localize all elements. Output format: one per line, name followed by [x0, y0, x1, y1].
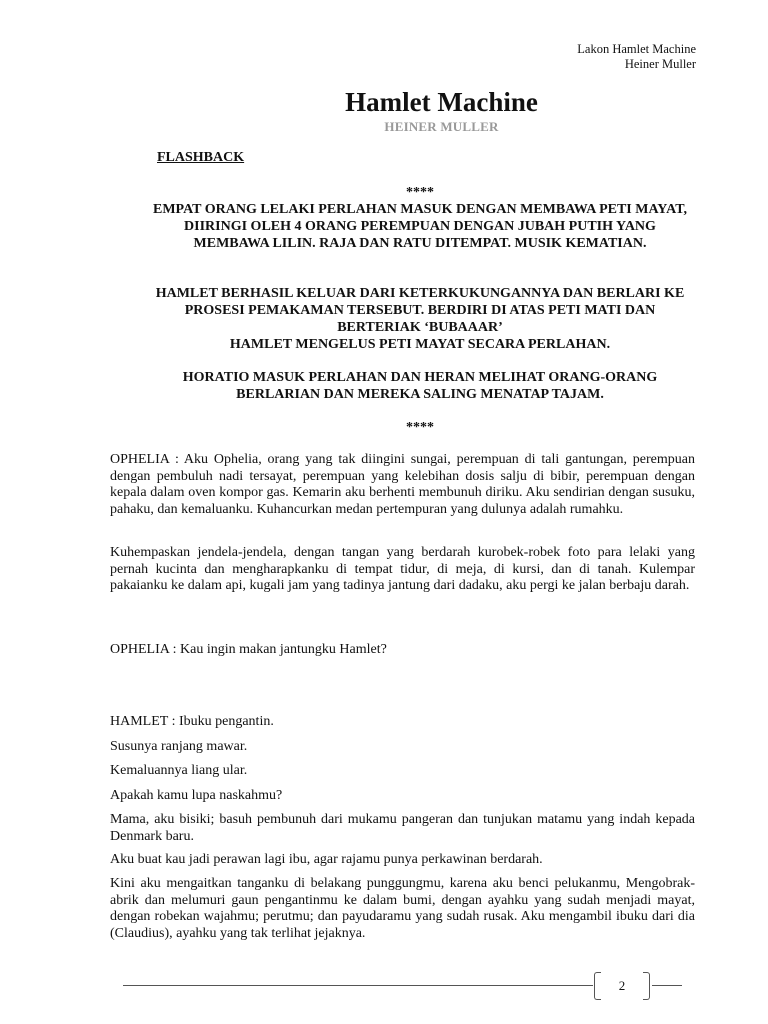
header-play-title: Lakon Hamlet Machine: [577, 42, 696, 56]
footer-rule-left: [123, 985, 593, 986]
hamlet-para-7: Kini aku mengaitkan tanganku di belakang punggungmu, karena aku benci pelukanmu, Mengobrak-abrik dan melumuri gaun pengantinmu ke dalam bumi, dengan ayahku yang sudah menjadi mayat, dengan robekan wajahmu; perutmu; dan payudaramu yang sudah rusak. Aku mengambil ibuku dari dia (Claudius), ayahku yang tak terlihat jejaknya.: [110, 876, 695, 941]
stars-divider-bottom: ****: [406, 420, 434, 435]
ophelia-monologue-2: Kuhempaskan jendela-jendela, dengan tangan yang berdarah kurobek-robek foto para lelaki yang pernah kucinta dan mengharapkanku di tempat tidur, di meja, di kursi, dan di tanah. Kulempar pakaianku ke dalam api, kugali jam yang tadinya jantung dari dadaku, aku pergi ke jalan berbaju darah.: [110, 545, 695, 593]
hamlet-line-3: Kemaluannya liang ular.: [110, 763, 248, 778]
section-heading: FLASHBACK: [157, 150, 245, 165]
page-number-box: [594, 972, 650, 998]
page-number: 2: [618, 978, 626, 993]
hamlet-para-5: Mama, aku bisiki; basuh pembunuh dari mukamu pangeran dan tunjukan matamu yang indah kepada Denmark baru.: [110, 812, 695, 844]
ophelia-monologue-1: OPHELIA : Aku Ophelia, orang yang tak diingini sungai, perempuan di tali gantungan, perempuan dengan pembuluh nadi tersayat, perempuan yang kelebihan dosis salju di bibir, perempuan dengan kepala dalam oven kompor gas. Kemarin aku berhenti membunuh diriku. Aku sendirian dengan susuku, pahaku, dan kemaluanku. Kuhancurkan medan pertempuran yang dulunya adalah rumahku.: [110, 452, 695, 517]
hamlet-line-6: Aku buat kau jadi perawan lagi ibu, agar rajamu punya perkawinan berdarah.: [110, 852, 543, 867]
stage-direction-3: HORATIO MASUK PERLAHAN DAN HERAN MELIHAT ORANG-ORANG BERLARIAN DAN MEREKA SALING MENATAP TAJAM.: [182, 370, 658, 402]
stage-direction-2a: HAMLET BERHASIL KELUAR DARI KETERKUKUNGANNYA DAN BERLARI KE PROSESI PEMAKAMAN TERSEBUT. BERDIRI DI ATAS PETI MATI DAN BERTERIAK ‘BUBAAAR’: [155, 286, 685, 335]
stage-direction-2b: HAMLET MENGELUS PETI MAYAT SECARA PERLAHAN.: [229, 337, 611, 352]
ophelia-question: OPHELIA : Kau ingin makan jantungku Hamlet?: [110, 642, 387, 657]
hamlet-line-4: Apakah kamu lupa naskahmu?: [110, 788, 283, 803]
title-block: [0, 86, 768, 118]
page-title: Hamlet Machine: [345, 87, 538, 117]
hamlet-line-1: HAMLET : Ibuku pengantin.: [110, 714, 274, 729]
header-author: Heiner Muller: [624, 57, 696, 71]
running-header: [577, 42, 696, 72]
author-subtitle: HEINER MULLER: [384, 119, 499, 134]
stars-divider-top: ****: [406, 185, 434, 200]
stage-direction-1: EMPAT ORANG LELAKI PERLAHAN MASUK DENGAN MEMBAWA PETI MAYAT, DIIRINGI OLEH 4 ORANG PEREMPUAN DENGAN JUBAH PUTIH YANG MEMBAWA LILIN. RAJA DAN RATU DITEMPAT. MUSIK KEMATIAN.: [153, 202, 687, 251]
hamlet-line-2: Susunya ranjang mawar.: [110, 739, 248, 754]
footer-rule-right: [652, 985, 682, 986]
